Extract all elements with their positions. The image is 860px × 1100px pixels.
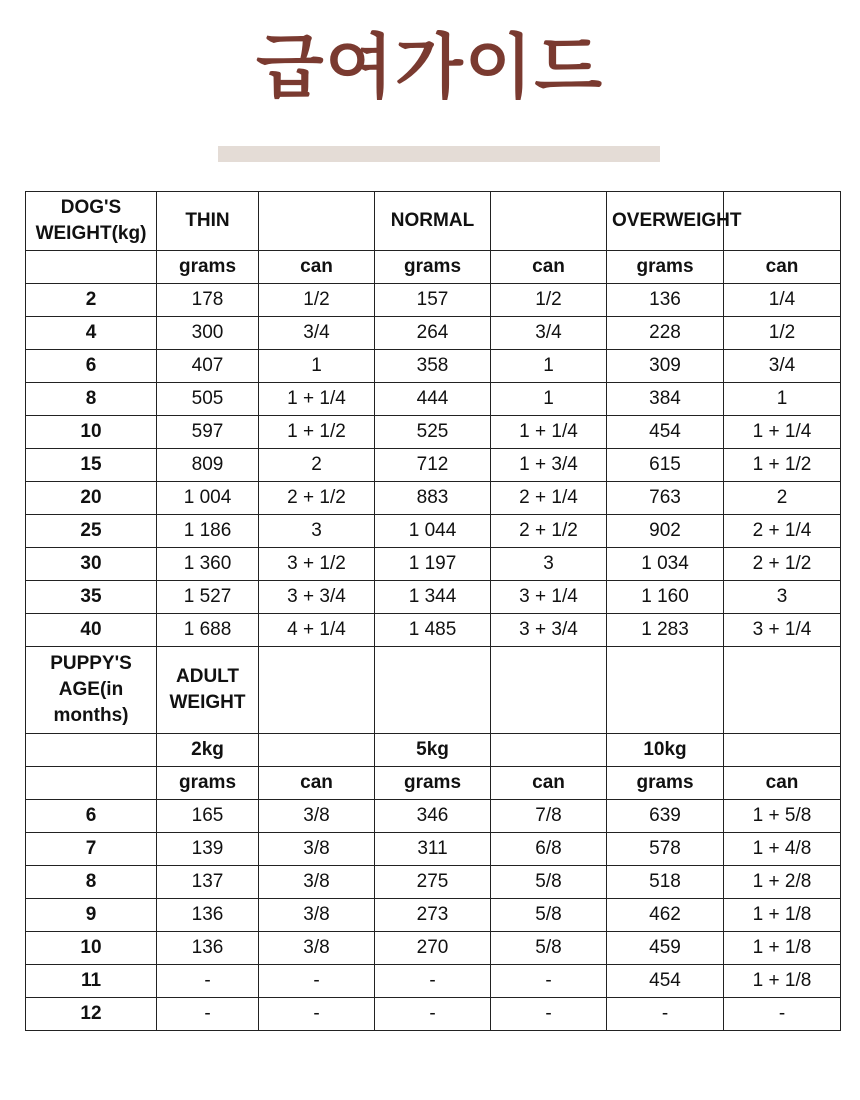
puppy-units-row <box>26 767 841 800</box>
cell-over-g: 1 283 <box>607 614 724 647</box>
puppy-sizes-row <box>26 734 841 767</box>
unit-can-10kg: can <box>724 767 841 800</box>
units-empty-cell <box>26 767 157 800</box>
header-dog-weight: DOG'S WEIGHT(kg) <box>26 192 157 251</box>
cell-normal-g: 444 <box>375 383 491 416</box>
cell-m-g: 311 <box>375 833 491 866</box>
cell-l-g: 454 <box>607 965 724 998</box>
cell-normal-can: 1 + 3/4 <box>491 449 607 482</box>
puppy-header-row <box>26 647 841 734</box>
cell-l-g: - <box>607 998 724 1031</box>
unit-grams-10kg: grams <box>607 767 724 800</box>
cell-s-g: 136 <box>157 932 259 965</box>
header-puppy-age: PUPPY'S AGE(in months) <box>26 647 157 734</box>
table-row <box>26 482 841 515</box>
size-2kg: 2kg <box>157 734 259 767</box>
unit-can-thin: can <box>259 251 375 284</box>
puppy-age-cell: 12 <box>26 998 157 1031</box>
cell-s-can: 3/8 <box>259 899 375 932</box>
unit-grams-2kg: grams <box>157 767 259 800</box>
cell-l-can: 1 + 1/8 <box>724 899 841 932</box>
cell-m-can: 5/8 <box>491 866 607 899</box>
cell-normal-can: 1 + 1/4 <box>491 416 607 449</box>
cell-l-g: 462 <box>607 899 724 932</box>
cell-normal-g: 358 <box>375 350 491 383</box>
header-adult-weight: ADULT WEIGHT <box>157 647 259 734</box>
cell-thin-can: 2 + 1/2 <box>259 482 375 515</box>
cell-l-can: 1 + 1/8 <box>724 965 841 998</box>
cell-l-g: 518 <box>607 866 724 899</box>
cell-thin-g: 300 <box>157 317 259 350</box>
cell-normal-can: 1 <box>491 350 607 383</box>
cell-over-g: 615 <box>607 449 724 482</box>
header-empty-cell <box>607 647 724 734</box>
dog-weight-cell: 15 <box>26 449 157 482</box>
cell-over-can: 2 + 1/4 <box>724 515 841 548</box>
cell-over-g: 763 <box>607 482 724 515</box>
cell-thin-g: 407 <box>157 350 259 383</box>
cell-m-g: 346 <box>375 800 491 833</box>
cell-s-can: - <box>259 998 375 1031</box>
table-row <box>26 965 841 998</box>
cell-m-g: - <box>375 965 491 998</box>
cell-s-can: 3/8 <box>259 833 375 866</box>
cell-l-can: 1 + 4/8 <box>724 833 841 866</box>
cell-normal-can: 1 <box>491 383 607 416</box>
dog-weight-cell: 4 <box>26 317 157 350</box>
cell-normal-can: 3 + 3/4 <box>491 614 607 647</box>
cell-over-g: 309 <box>607 350 724 383</box>
unit-can-normal: can <box>491 251 607 284</box>
unit-can-5kg: can <box>491 767 607 800</box>
table-row <box>26 998 841 1031</box>
title-divider <box>218 146 660 162</box>
cell-over-can: 1 + 1/4 <box>724 416 841 449</box>
cell-over-g: 1 034 <box>607 548 724 581</box>
dog-weight-cell: 35 <box>26 581 157 614</box>
cell-normal-can: 2 + 1/4 <box>491 482 607 515</box>
cell-normal-g: 1 344 <box>375 581 491 614</box>
header-thin: THIN <box>157 192 259 251</box>
cell-thin-g: 178 <box>157 284 259 317</box>
puppy-age-cell: 6 <box>26 800 157 833</box>
cell-over-can: 1/2 <box>724 317 841 350</box>
table-row <box>26 548 841 581</box>
page-title: 급여가이드 <box>255 26 605 108</box>
sizes-empty-cell <box>26 734 157 767</box>
cell-m-g: 273 <box>375 899 491 932</box>
table-row <box>26 614 841 647</box>
cell-normal-can: 3 <box>491 548 607 581</box>
unit-grams-overweight: grams <box>607 251 724 284</box>
cell-s-can: 3/8 <box>259 800 375 833</box>
table-row <box>26 416 841 449</box>
dog-weight-cell: 25 <box>26 515 157 548</box>
cell-thin-g: 597 <box>157 416 259 449</box>
dog-weight-cell: 6 <box>26 350 157 383</box>
cell-thin-can: 3/4 <box>259 317 375 350</box>
cell-over-can: 2 + 1/2 <box>724 548 841 581</box>
size-10kg: 10kg <box>607 734 724 767</box>
cell-thin-can: 3 + 3/4 <box>259 581 375 614</box>
puppy-age-cell: 8 <box>26 866 157 899</box>
unit-can-2kg: can <box>259 767 375 800</box>
cell-normal-g: 264 <box>375 317 491 350</box>
dog-weight-cell: 8 <box>26 383 157 416</box>
cell-thin-can: 1 + 1/4 <box>259 383 375 416</box>
cell-m-can: 7/8 <box>491 800 607 833</box>
dog-weight-cell: 30 <box>26 548 157 581</box>
puppy-age-cell: 10 <box>26 932 157 965</box>
feeding-guide-table <box>25 191 841 1031</box>
cell-thin-g: 1 527 <box>157 581 259 614</box>
table-row <box>26 449 841 482</box>
cell-over-g: 136 <box>607 284 724 317</box>
cell-l-g: 639 <box>607 800 724 833</box>
table-row <box>26 317 841 350</box>
cell-thin-can: 3 + 1/2 <box>259 548 375 581</box>
cell-m-can: 5/8 <box>491 932 607 965</box>
cell-normal-g: 525 <box>375 416 491 449</box>
table-row <box>26 383 841 416</box>
cell-over-can: 3 <box>724 581 841 614</box>
cell-thin-can: 2 <box>259 449 375 482</box>
cell-normal-g: 1 197 <box>375 548 491 581</box>
cell-s-g: 136 <box>157 899 259 932</box>
cell-m-can: 6/8 <box>491 833 607 866</box>
cell-over-g: 454 <box>607 416 724 449</box>
units-empty-cell <box>26 251 157 284</box>
cell-thin-can: 3 <box>259 515 375 548</box>
cell-m-can: - <box>491 998 607 1031</box>
unit-grams-thin: grams <box>157 251 259 284</box>
weight-units-row <box>26 251 841 284</box>
table-row <box>26 350 841 383</box>
sizes-empty-cell <box>491 734 607 767</box>
table-row <box>26 284 841 317</box>
cell-s-g: - <box>157 998 259 1031</box>
header-empty-cell <box>724 647 841 734</box>
header-empty-cell <box>375 647 491 734</box>
cell-m-can: - <box>491 965 607 998</box>
puppy-age-cell: 7 <box>26 833 157 866</box>
cell-normal-g: 157 <box>375 284 491 317</box>
table-row <box>26 833 841 866</box>
sizes-empty-cell <box>259 734 375 767</box>
cell-s-g: 165 <box>157 800 259 833</box>
cell-s-g: 139 <box>157 833 259 866</box>
header-empty-cell <box>259 647 375 734</box>
cell-over-g: 384 <box>607 383 724 416</box>
cell-over-can: 1 + 1/2 <box>724 449 841 482</box>
cell-m-g: 270 <box>375 932 491 965</box>
table-row <box>26 899 841 932</box>
cell-normal-can: 2 + 1/2 <box>491 515 607 548</box>
header-empty-cell <box>259 192 375 251</box>
cell-m-can: 5/8 <box>491 899 607 932</box>
dog-weight-cell: 20 <box>26 482 157 515</box>
cell-s-can: 3/8 <box>259 866 375 899</box>
cell-over-can: 1/4 <box>724 284 841 317</box>
weight-header-row <box>26 192 841 251</box>
cell-thin-can: 4 + 1/4 <box>259 614 375 647</box>
cell-thin-g: 809 <box>157 449 259 482</box>
table-row <box>26 932 841 965</box>
cell-thin-g: 505 <box>157 383 259 416</box>
unit-can-overweight: can <box>724 251 841 284</box>
cell-l-can: 1 + 2/8 <box>724 866 841 899</box>
unit-grams-normal: grams <box>375 251 491 284</box>
header-overweight: OVERWEIGHT <box>607 192 724 251</box>
cell-over-g: 902 <box>607 515 724 548</box>
cell-thin-can: 1 + 1/2 <box>259 416 375 449</box>
cell-normal-can: 3/4 <box>491 317 607 350</box>
header-empty-cell <box>491 647 607 734</box>
dog-weight-cell: 10 <box>26 416 157 449</box>
cell-l-can: 1 + 5/8 <box>724 800 841 833</box>
cell-thin-g: 1 186 <box>157 515 259 548</box>
cell-m-g: 275 <box>375 866 491 899</box>
cell-over-can: 3/4 <box>724 350 841 383</box>
unit-grams-5kg: grams <box>375 767 491 800</box>
table-row <box>26 800 841 833</box>
cell-s-g: - <box>157 965 259 998</box>
cell-thin-g: 1 360 <box>157 548 259 581</box>
cell-m-g: - <box>375 998 491 1031</box>
header-empty-cell <box>491 192 607 251</box>
puppy-age-cell: 11 <box>26 965 157 998</box>
cell-over-g: 1 160 <box>607 581 724 614</box>
table-row <box>26 866 841 899</box>
cell-l-can: - <box>724 998 841 1031</box>
cell-normal-can: 3 + 1/4 <box>491 581 607 614</box>
cell-thin-can: 1 <box>259 350 375 383</box>
dog-weight-cell: 2 <box>26 284 157 317</box>
cell-normal-g: 1 485 <box>375 614 491 647</box>
cell-normal-g: 712 <box>375 449 491 482</box>
header-normal: NORMAL <box>375 192 491 251</box>
cell-l-g: 578 <box>607 833 724 866</box>
cell-s-can: - <box>259 965 375 998</box>
cell-over-g: 228 <box>607 317 724 350</box>
cell-thin-g: 1 688 <box>157 614 259 647</box>
cell-normal-can: 1/2 <box>491 284 607 317</box>
cell-over-can: 1 <box>724 383 841 416</box>
table-row <box>26 515 841 548</box>
sizes-empty-cell <box>724 734 841 767</box>
cell-l-can: 1 + 1/8 <box>724 932 841 965</box>
cell-normal-g: 1 044 <box>375 515 491 548</box>
cell-s-g: 137 <box>157 866 259 899</box>
puppy-age-cell: 9 <box>26 899 157 932</box>
cell-s-can: 3/8 <box>259 932 375 965</box>
cell-over-can: 2 <box>724 482 841 515</box>
table-row <box>26 581 841 614</box>
cell-l-g: 459 <box>607 932 724 965</box>
dog-weight-cell: 40 <box>26 614 157 647</box>
size-5kg: 5kg <box>375 734 491 767</box>
cell-thin-g: 1 004 <box>157 482 259 515</box>
cell-thin-can: 1/2 <box>259 284 375 317</box>
cell-over-can: 3 + 1/4 <box>724 614 841 647</box>
cell-normal-g: 883 <box>375 482 491 515</box>
